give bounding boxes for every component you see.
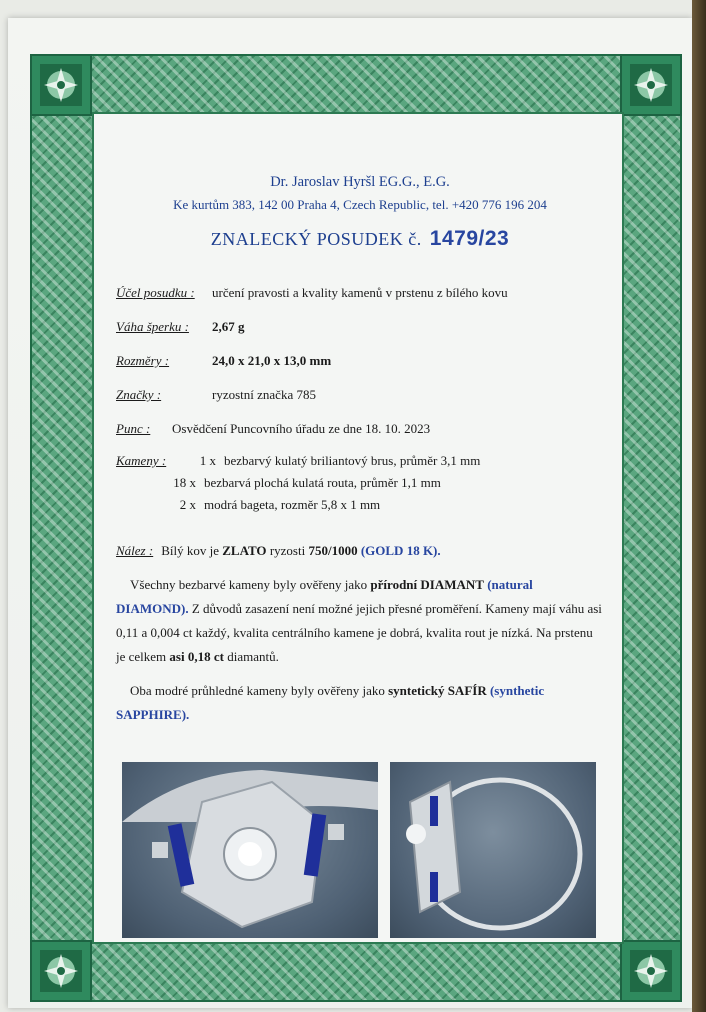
list-item: 1 x bezbarvý kulatý briliantový brus, průměr 3,1 mm bbox=[199, 453, 481, 468]
field-label: Kameny : bbox=[116, 453, 167, 468]
ring-photos bbox=[122, 762, 598, 938]
paragraph-sapphire: Oba modré průhledné kameny byly ověřeny jako syntetický SAFÍR (synthetic SAPPHIRE). bbox=[116, 683, 545, 722]
field-weight bbox=[116, 319, 604, 335]
certificate-sheet bbox=[8, 18, 692, 1008]
paragraph-diamond: Všechny bezbarvé kameny byly ověřeny jako přírodní DIAMANT (natural DIAMOND). Z důvodů zasazení není možné jejich přesné proměření. Kameny mají váhu asi 0,11 a 0,004 ct každý, kvalita centrálního kamene je dobrá, kvalita rout je nízká. Na prstenu je celkem asi 0,18 ct diamantů. bbox=[116, 577, 602, 664]
field-dimensions bbox=[116, 353, 604, 369]
document-title bbox=[116, 227, 604, 251]
list-item: 2 x modrá bageta, rozměr 5,8 x 1 mm bbox=[179, 497, 381, 512]
guilloche-border bbox=[30, 54, 682, 1002]
field-label: Punc : bbox=[116, 421, 151, 436]
stones-list bbox=[173, 453, 481, 513]
corner-ornament-icon bbox=[30, 940, 92, 1002]
certificate-number: 1479/23 bbox=[429, 227, 510, 250]
field-label: Váha šperku : bbox=[116, 319, 189, 334]
ring-photo-side bbox=[390, 762, 596, 938]
field-value: Osvědčení Puncovního úřadu ze dne 18. 10. 2023 bbox=[172, 421, 431, 436]
field-value: ryzostní značka 785 bbox=[212, 387, 316, 402]
title-text: ZNALECKÝ POSUDEK č. bbox=[210, 229, 422, 249]
field-label: Účel posudku : bbox=[116, 285, 195, 300]
corner-ornament-icon bbox=[30, 54, 92, 116]
field-label: Rozměry : bbox=[116, 353, 170, 368]
field-value: 24,0 x 21,0 x 13,0 mm bbox=[212, 353, 332, 368]
field-label: Značky : bbox=[116, 387, 162, 402]
certificate-body bbox=[92, 112, 624, 944]
field-marks bbox=[116, 387, 604, 403]
expert-name: Dr. Jaroslav Hyršl EG.G., E.G. bbox=[270, 174, 450, 190]
field-hallmark bbox=[116, 421, 604, 437]
list-item: 18 x bezbarvá plochá kulatá routa, průměr 1,1 mm bbox=[173, 475, 441, 490]
corner-ornament-icon bbox=[620, 940, 682, 1002]
corner-ornament-icon bbox=[620, 54, 682, 116]
field-label: Nález : bbox=[116, 543, 154, 558]
stones-section bbox=[116, 453, 604, 513]
expert-address: Ke kurtům 383, 142 00 Praha 4, Czech Republic, tel. +420 776 196 204 bbox=[173, 197, 547, 212]
finding: Nález : Bílý kov je ZLATO ryzosti 750/1000 (GOLD 18 K). bbox=[116, 543, 441, 558]
field-value: určení pravosti a kvality kamenů v prstenu z bílého kovu bbox=[212, 285, 508, 300]
binder-edge bbox=[692, 0, 706, 1012]
field-purpose bbox=[116, 285, 604, 301]
field-value: 2,67 g bbox=[212, 319, 245, 334]
ring-photo-top bbox=[122, 762, 378, 938]
